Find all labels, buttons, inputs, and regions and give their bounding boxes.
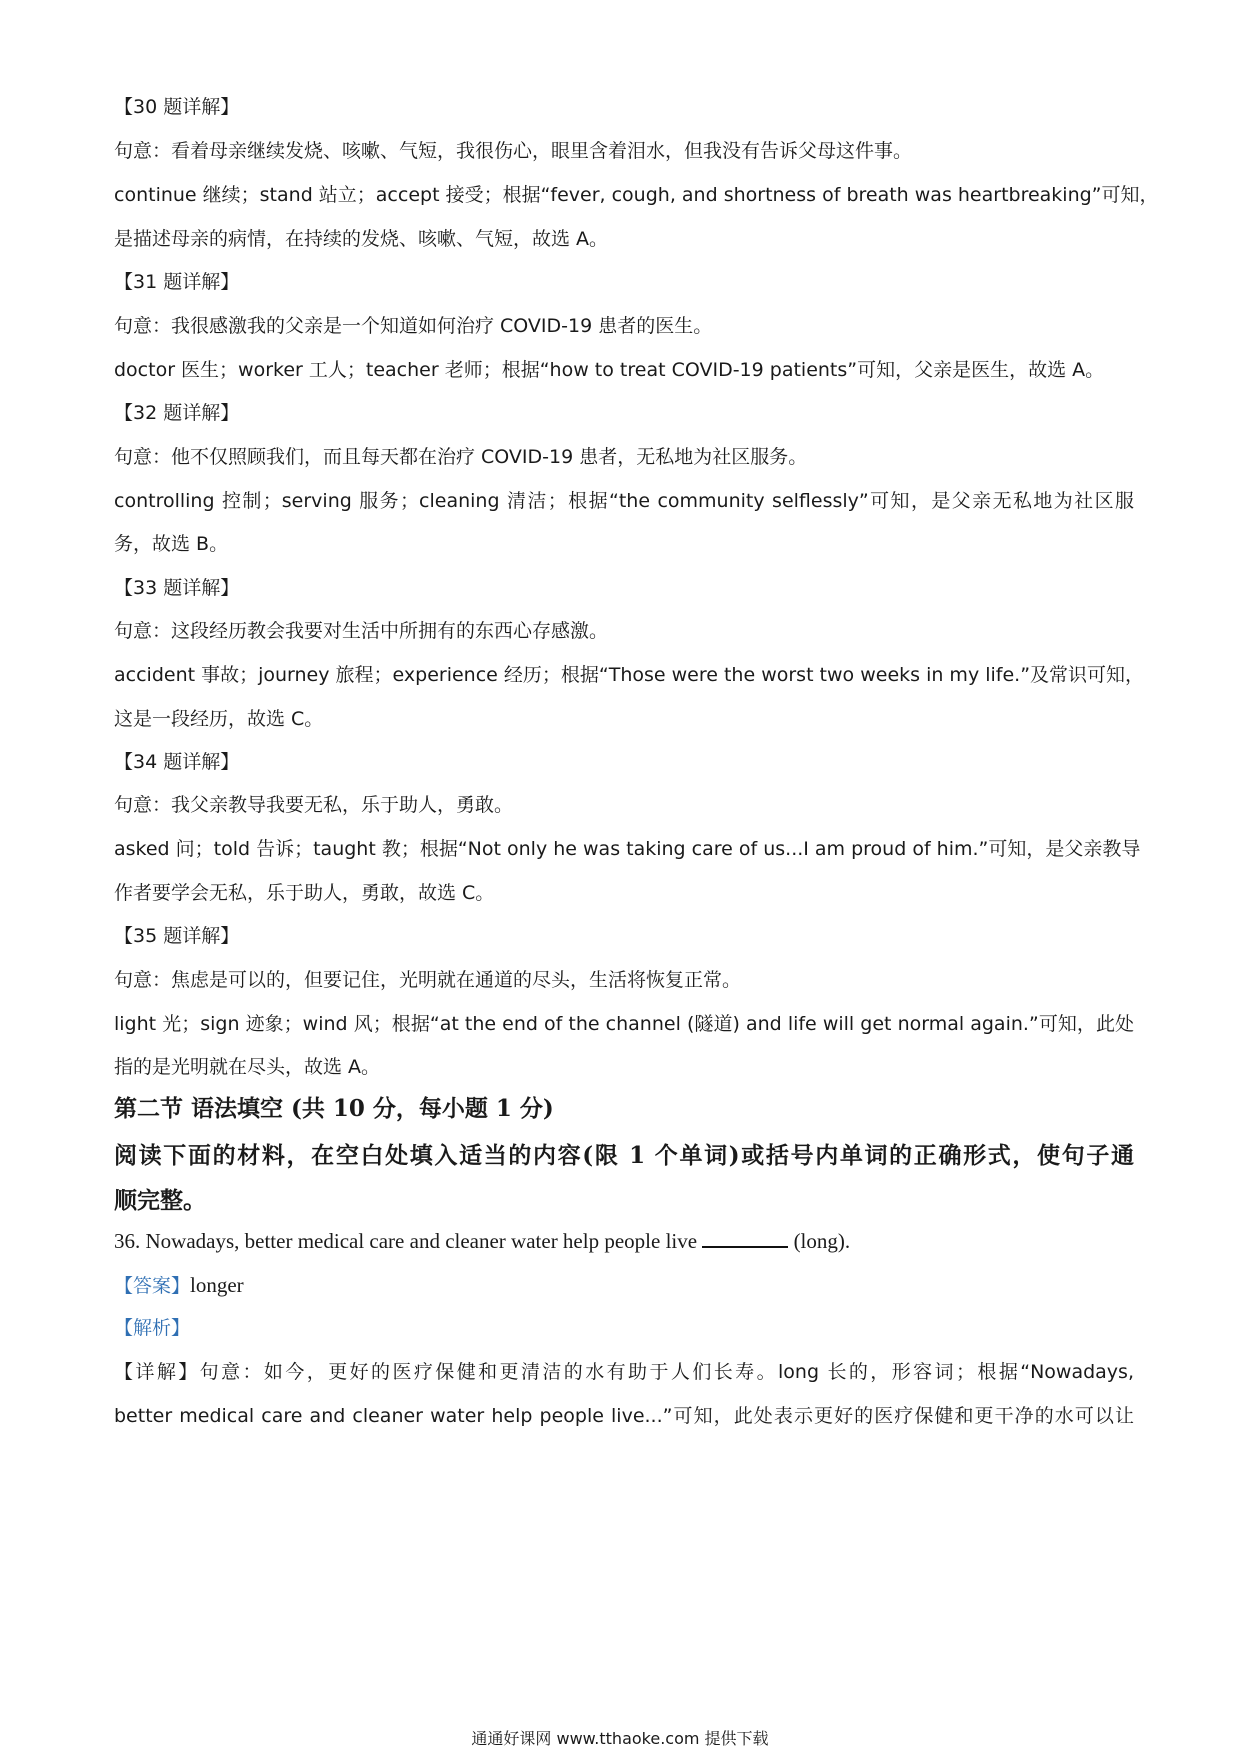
q34-heading: 【34 题详解】 bbox=[114, 751, 240, 773]
q33-heading: 【33 题详解】 bbox=[114, 577, 240, 599]
q32-explanation-line-1: controlling 控制；serving 服务；cleaning 清洁；根据“the community selflessly”可知，是父亲无私地为社区服 bbox=[114, 490, 1134, 512]
q36-detail-line-2: better medical care and cleaner water help people live...”可知，此处表示更好的医疗保健和更干净的水可以让 bbox=[114, 1405, 1134, 1427]
section-instruction-line-2: 顺完整。 bbox=[114, 1187, 206, 1214]
page-footer: 通通好课网 www.tthaoke.com 提供下载 bbox=[471, 1729, 769, 1748]
section-title: 第二节 语法填空 (共 10 分，每小题 1 分) bbox=[114, 1095, 554, 1122]
q32-meaning: 句意：他不仅照顾我们，而且每天都在治疗 COVID-19 患者，无私地为社区服务。 bbox=[114, 446, 808, 468]
q33-explanation-line-1: accident 事故；journey 旅程；experience 经历；根据“Those were the worst two weeks in my life.”及常识可知， bbox=[114, 664, 1145, 686]
q36-detail-line-1: 【详解】句意：如今，更好的医疗保健和更清洁的水有助于人们长寿。long 长的，形容词；根据“Nowadays, bbox=[114, 1361, 1134, 1383]
q35-explanation-line-1: light 光；sign 迹象；wind 风；根据“at the end of the channel (隧道) and life will get normal again.”可知，此处 bbox=[114, 1013, 1134, 1035]
q36-answer-line bbox=[114, 1272, 1134, 1299]
answer-label: 【答案】 bbox=[114, 1275, 191, 1297]
q35-heading: 【35 题详解】 bbox=[114, 925, 240, 947]
q34-meaning: 句意：我父亲教导我要无私，乐于助人，勇敢。 bbox=[114, 794, 514, 816]
q32-explanation-line-2: 务，故选 B。 bbox=[114, 533, 229, 555]
q31-heading: 【31 题详解】 bbox=[114, 271, 240, 293]
q30-explanation-line-2: 是描述母亲的病情，在持续的发烧、咳嗽、气短，故选 A。 bbox=[114, 228, 609, 250]
analysis-label: 【解析】 bbox=[114, 1317, 191, 1339]
q33-explanation-line-2: 这是一段经历，故选 C。 bbox=[114, 708, 324, 730]
q30-heading: 【30 题详解】 bbox=[114, 96, 240, 118]
q33-meaning: 句意：这段经历教会我要对生活中所拥有的东西心存感激。 bbox=[114, 620, 609, 642]
q30-meaning: 句意：看着母亲继续发烧、咳嗽、气短，我很伤心，眼里含着泪水，但我没有告诉父母这件事。 bbox=[114, 140, 913, 162]
q35-meaning: 句意：焦虑是可以的，但要记住，光明就在通道的尽头，生活将恢复正常。 bbox=[114, 969, 742, 991]
q30-explanation-line-1: continue 继续；stand 站立；accept 接受；根据“fever, cough, and shortness of breath was heartbreaking”可知， bbox=[114, 184, 1159, 206]
q36-stem-before: 36. Nowadays, better medical care and cleaner water help people live bbox=[114, 1229, 703, 1253]
q32-heading: 【32 题详解】 bbox=[114, 402, 240, 424]
answer-value: longer bbox=[190, 1273, 244, 1297]
q36-stem-after: (long). bbox=[788, 1229, 851, 1253]
section-instruction-line-1: 阅读下面的材料，在空白处填入适当的内容(限 1 个单词)或括号内单词的正确形式，使句子通 bbox=[114, 1142, 1134, 1169]
q34-explanation-line-1: asked 问；told 告诉；taught 教；根据“Not only he was taking care of us...I am proud of him.”可知，是父亲教导 bbox=[114, 838, 1141, 860]
q36-stem bbox=[114, 1228, 1134, 1254]
q35-explanation-line-2: 指的是光明就在尽头，故选 A。 bbox=[114, 1056, 381, 1078]
q36-blank bbox=[702, 1228, 788, 1248]
q31-meaning: 句意：我很感激我的父亲是一个知道如何治疗 COVID-19 患者的医生。 bbox=[114, 315, 713, 337]
q31-explanation-line-1: doctor 医生；worker 工人；teacher 老师；根据“how to treat COVID-19 patients”可知，父亲是医生，故选 A。 bbox=[114, 359, 1105, 381]
q34-explanation-line-2: 作者要学会无私，乐于助人，勇敢，故选 C。 bbox=[114, 882, 495, 904]
